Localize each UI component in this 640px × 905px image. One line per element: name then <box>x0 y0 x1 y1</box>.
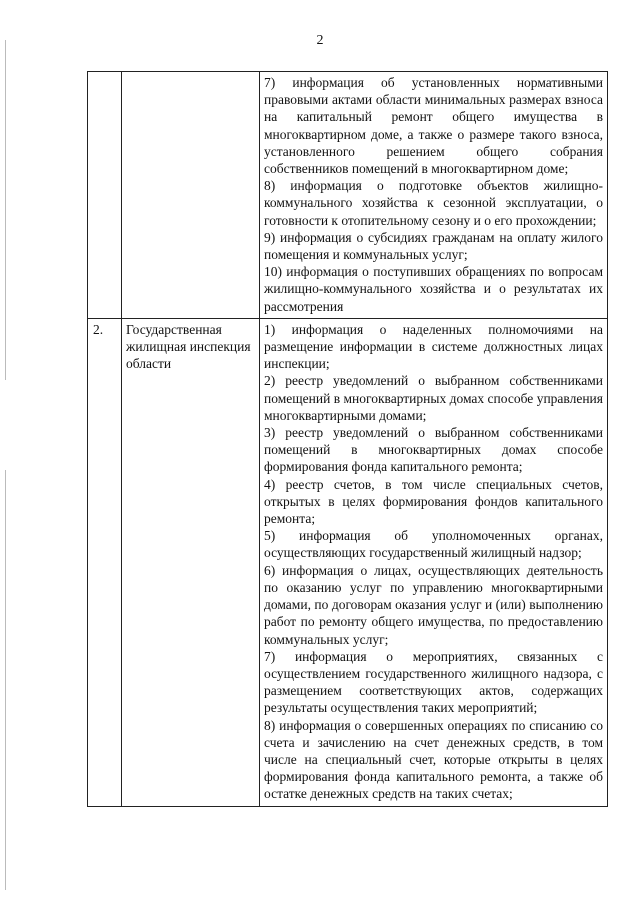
row-number-cell <box>88 318 122 806</box>
list-item: 9) информация о субсидиях гражданам на оплату жилого помещения и коммунальных услуг; <box>264 229 603 263</box>
list-item: 6) информация о лицах, осуществляющих деятельность по оказанию услуг по управлению многоквартирными домами, по договорам оказания услуг и (или) выполнению работ по ремонту общего имущества, по предоставлению коммунальных услуг; <box>264 562 603 647</box>
list-item: 7) информация об установленных нормативными правовыми актами области минимальных размерах взноса на капитальный ремонт общего имущества в многоквартирном доме, а также о размере такого взноса, установленного решением общего собрания собственников помещений в многоквартирном доме; <box>264 75 603 177</box>
agency-cell <box>122 72 260 319</box>
agency-name <box>122 72 259 74</box>
row-number <box>88 72 121 74</box>
row-number-cell <box>88 72 122 319</box>
list-item: 3) реестр уведомлений о выбранном собственниками помещений в многоквартирных домах способе формирования фонда капитального ремонта; <box>264 425 603 475</box>
list-item: 7) информация о мероприятиях, связанных с осуществлением государственного жилищного надзора, с размещением соответствующих актов, содержащих результаты осуществления таких мероприятий; <box>264 648 603 716</box>
scan-edge-mark <box>5 40 6 380</box>
list-item: 8) информация о подготовке объектов жилищно-коммунального хозяйства к сезонной эксплуатации, о готовности к отопительному сезону и о его прохождении; <box>264 178 603 228</box>
list-item: 4) реестр счетов, в том числе специальных счетов, открытых в целях формирования фондов капитального ремонта; <box>264 476 603 527</box>
agency-name: Государственная жилищная инспекция области <box>126 321 251 371</box>
list-item: 5) информация об уполномоченных органах, осуществляющих государственный жилищный надзор; <box>264 528 603 561</box>
agency-cell <box>122 318 260 806</box>
page-number: 2 <box>316 33 324 48</box>
list-item: 2) реестр уведомлений о выбранном собственниками помещений в многоквартирных домах способе управления многоквартирными домами; <box>264 373 603 423</box>
scan-edge-mark <box>5 470 6 890</box>
list-item: 10) информация о поступивших обращениях по вопросам жилищно-коммунального хозяйства и о результатах их рассмотрения <box>264 264 603 314</box>
items-cell <box>260 72 608 319</box>
items-cell <box>260 318 608 806</box>
list-item: 8) информация о совершенных операциях по списанию со счета и зачислению на счет денежных средств, в том числе на специальный счет, которые открыты в целях формирования фонда капитального ремонта, а также об остатке денежных средств на таких счетах; <box>264 717 603 802</box>
list-item: 1) информация о наделенных полномочиями на размещение информации в системе должностных лицах инспекции; <box>264 321 603 372</box>
table-row <box>88 72 608 319</box>
row-number: 2. <box>93 321 104 337</box>
information-table <box>87 71 608 807</box>
table-row <box>88 318 608 806</box>
